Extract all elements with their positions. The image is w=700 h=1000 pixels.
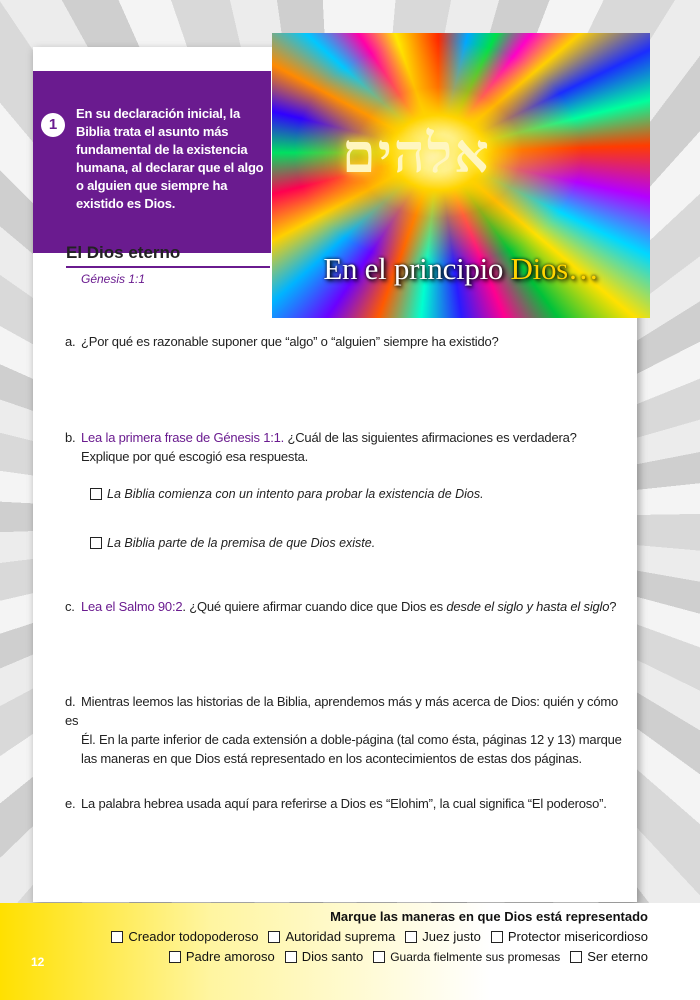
option-2[interactable] — [90, 536, 375, 550]
title-underline — [66, 266, 270, 268]
checklist-label: Ser eterno — [587, 949, 648, 964]
checklist-row-1 — [111, 929, 648, 944]
footer-title: Marque las maneras en que Dios está representado — [330, 909, 648, 924]
step-number-badge: 1 — [41, 113, 65, 137]
question-label: b. — [65, 430, 76, 445]
checkbox[interactable] — [570, 951, 582, 963]
section-title: El Dios eterno — [66, 243, 181, 262]
question-d — [65, 692, 625, 768]
question-text: ¿Por qué es razonable suponer que “algo” o “alguien” siempre ha existido? — [81, 334, 499, 349]
page-number: 12 — [31, 955, 45, 969]
checklist-item[interactable] — [405, 929, 481, 944]
checklist-item[interactable] — [268, 929, 395, 944]
intro-box — [33, 71, 271, 253]
checklist-item[interactable] — [491, 929, 648, 944]
scripture-reference: Génesis 1:1 — [81, 272, 146, 286]
hero-caption-accent: Dios… — [510, 251, 599, 286]
question-text-line3: las maneras en que Dios está representado en los acontecimientos de estas dos páginas. — [81, 751, 582, 766]
hebrew-elohim: אלהים — [342, 121, 491, 185]
scripture-link[interactable]: Lea el Salmo 90:2 — [81, 599, 183, 614]
checkbox[interactable] — [111, 931, 123, 943]
option-1[interactable] — [90, 487, 484, 501]
question-label: d. — [65, 694, 76, 709]
checklist-item[interactable] — [285, 949, 363, 964]
footer-checklist — [0, 903, 700, 1000]
checklist-label: Padre amoroso — [185, 949, 275, 964]
question-text-line2: Explique por qué escogió esa respuesta. — [81, 449, 309, 464]
checkbox[interactable] — [268, 931, 280, 943]
question-text: ¿Cuál de las siguientes afirmaciones es verdadera? — [284, 430, 577, 445]
checklist-label: Guarda fielmente sus promesas — [390, 949, 561, 964]
checklist-item[interactable] — [373, 949, 560, 964]
question-text: La palabra hebrea usada aquí para referirse a Dios es “Elohim”, la cual significa “El poderoso”. — [81, 796, 607, 811]
question-b — [65, 428, 625, 466]
question-e — [65, 794, 625, 813]
hero-caption — [272, 251, 650, 287]
intro-text: En su declaración inicial, la Biblia trata el asunto más fundamental de la existencia humana, al declarar que el algo o alguien que siempre ha existido es Dios. — [76, 106, 264, 211]
checkbox[interactable] — [285, 951, 297, 963]
checkbox[interactable] — [373, 951, 385, 963]
option-text: La Biblia parte de la premisa de que Dios existe. — [107, 536, 376, 550]
question-text-line2: Él. En la parte inferior de cada extensión a doble-página (tal como ésta, páginas 12 y 13) marque — [81, 732, 622, 747]
question-text: Mientras leemos las historias de la Biblia, aprendemos más y más acerca de Dios: quién y cómo es — [65, 694, 619, 728]
checklist-label: Dios santo — [301, 949, 364, 964]
checkbox[interactable] — [169, 951, 181, 963]
question-end: ? — [609, 599, 617, 614]
question-c — [65, 597, 625, 616]
question-label: e. — [65, 796, 76, 811]
question-label: c. — [65, 599, 75, 614]
option-text: La Biblia comienza con un intento para probar la existencia de Dios. — [107, 487, 484, 501]
checklist-label: Creador todopoderoso — [128, 929, 259, 944]
question-text: . ¿Qué quiere afirmar cuando dice que Dios es — [182, 599, 447, 614]
hero-image — [272, 33, 650, 318]
checklist-item[interactable] — [570, 949, 648, 964]
question-label: a. — [65, 334, 76, 349]
checklist-item[interactable] — [111, 929, 258, 944]
question-italic: desde el siglo y hasta el siglo — [446, 599, 610, 614]
checklist-label: Protector misericordioso — [507, 929, 648, 944]
scripture-link[interactable]: Lea la primera frase de Génesis 1:1. — [81, 430, 285, 445]
hero-caption-main: En el principio — [323, 251, 511, 286]
checklist-item[interactable] — [169, 949, 275, 964]
checklist-label: Autoridad suprema — [285, 929, 396, 944]
checkbox[interactable] — [491, 931, 503, 943]
checklist-label: Juez justo — [422, 929, 481, 944]
checklist-row-2 — [169, 949, 648, 964]
question-a — [65, 332, 625, 351]
checkbox[interactable] — [405, 931, 417, 943]
checkbox[interactable] — [90, 488, 102, 500]
checkbox[interactable] — [90, 537, 102, 549]
